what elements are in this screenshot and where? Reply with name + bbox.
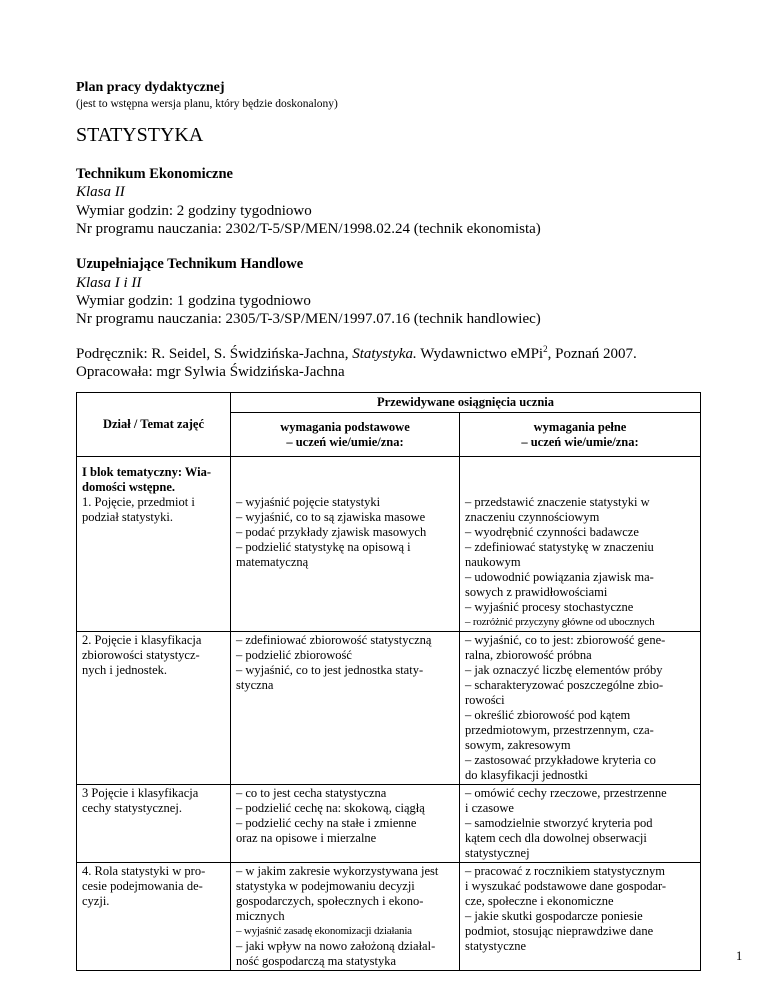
table-row [77,863,701,971]
full-line: kątem cech dla dowolnej obserwacji [465,831,647,845]
header-line: – uczeń wie/umie/zna: [521,434,639,449]
author-line: Opracowała: mgr Sylwia Świdzińska-Jachna [76,364,345,380]
topic-cell [77,863,231,971]
plan-table [76,392,701,971]
full-line: statystycznej [465,846,530,860]
table-row [77,457,701,632]
basic-cell [231,632,460,785]
textbook-suffix: , Poznań 2007. [547,346,637,362]
full-line: – wyjaśnić, co to jest: zbiorowość gene- [465,633,666,647]
full-line: i wyszukać podstawowe dane gospodar- [465,879,667,893]
textbook-publisher: Wydawnictwo eMPi [416,346,544,362]
full-line: – scharakteryzować poszczególne zbio- [465,678,664,692]
basic-line: – wyjaśnić pojęcie statystyki [236,495,381,509]
table-row [77,632,701,785]
full-line: – określić zbiorowość pod kątem [465,708,631,722]
full-cell [460,785,701,863]
basic-line: – wyjaśnić zasadę ekonomizacji działania [236,925,412,937]
full-cell [460,863,701,971]
basic-line: – w jakim zakresie wykorzystywana jest [236,864,439,878]
full-cell [460,457,701,632]
plan-subtitle: (jest to wstępna wersja planu, który będzie doskonalony) [76,98,338,110]
block-title-line: domości wstępne. [82,480,176,494]
page-number: 1 [736,949,743,963]
basic-line: – podać przykłady zjawisk masowych [236,525,427,539]
full-line: sowym, zakresowym [465,738,571,752]
col-full-header [460,413,701,457]
full-line: statystyczne [465,939,527,953]
basic-line: styczna [236,678,274,692]
topic-line: cesie podejmowania de- [82,879,203,893]
basic-line: – zdefiniować zbiorowość statystyczną [236,633,432,647]
basic-line: micznych [236,909,285,923]
topic-line: 4. Rola statystyki w pro- [82,864,206,878]
basic-line: – jaki wpływ na nowo założoną działal- [236,939,436,953]
plan-title: Plan pracy dydaktycznej [76,80,225,95]
school1-hours: Wymiar godzin: 2 godziny tygodniowo [76,203,312,219]
topic-line: 2. Pojęcie i klasyfikacja [82,633,202,647]
full-cell [460,632,701,785]
full-line: sowych z prawidłowościami [465,585,608,599]
basic-line: – wyjaśnić, co to są zjawiska masowe [236,510,426,524]
full-line: – przedstawić znaczenie statystyki w [465,495,650,509]
topic-line: 3 Pojęcie i klasyfikacja [82,786,199,800]
full-line: do klasyfikacji jednostki [465,768,588,782]
full-line: naukowym [465,555,521,569]
full-line: znaczeniu czynnościowym [465,510,600,524]
table-row [77,785,701,863]
col-topic-header: Dział / Temat zajęć [77,393,231,457]
textbook-title: Statystyka. [352,346,417,362]
topic-cell [77,632,231,785]
basic-line: ność gospodarczą ma statystyka [236,954,397,968]
full-line: rowości [465,693,505,707]
school2-name: Uzupełniające Technikum Handlowe [76,256,304,272]
topic-line: podział statystyki. [82,510,173,524]
school1-program: Nr programu nauczania: 2302/T-5/SP/MEN/1998.02.24 (technik ekonomista) [76,221,541,237]
topic-line: zbiorowości statystycz- [82,648,200,662]
topic-line: cechy statystycznej. [82,801,182,815]
basic-line: gospodarczych, społecznych i ekono- [236,894,424,908]
school1-class: Klasa II [76,184,125,200]
full-line: cze, społeczne i ekonomiczne [465,894,614,908]
textbook-line [76,346,637,363]
subject-title: STATYSTYKA [76,124,204,146]
full-line: przedmiotowym, przestrzennym, cza- [465,723,654,737]
full-line: ralna, zbiorowość próbna [465,648,592,662]
block-title-line: I blok tematyczny: Wia- [82,465,212,479]
basic-line: matematyczną [236,555,309,569]
basic-line: – wyjaśnić, co to jest jednostka staty- [236,663,424,677]
full-line: – rozróżnić przyczyny główne od ubocznych [465,616,655,628]
basic-line: – podzielić statystykę na opisową i [236,540,411,554]
full-line: – omówić cechy rzeczowe, przestrzenne [465,786,667,800]
school2-program: Nr programu nauczania: 2305/T-3/SP/MEN/1997.07.16 (technik handlowiec) [76,311,541,327]
topic-cell [77,457,231,632]
header-line: – uczeń wie/umie/zna: [286,434,404,449]
basic-line: – podzielić cechę na: skokową, ciągłą [236,801,425,815]
basic-cell [231,863,460,971]
textbook-prefix: Podręcznik: R. Seidel, S. Świdzińska-Jachna, [76,346,353,362]
group-header: Przewidywane osiągnięcia ucznia [231,393,701,413]
full-line: – zastosować przykładowe kryteria co [465,753,656,767]
textbook-sup: 2 [543,344,548,354]
topic-line: 1. Pojęcie, przedmiot i [82,495,195,509]
col-basic-header [231,413,460,457]
full-line: i czasowe [465,801,514,815]
full-line: – wyjaśnić procesy stochastyczne [465,600,634,614]
full-line: – wyodrębnić czynności badawcze [465,525,639,539]
full-line: podmiot, stosując nieprawdziwe dane [465,924,654,938]
header-line: wymagania pełne [533,419,627,434]
full-line: – pracować z rocznikiem statystycznym [465,864,665,878]
basic-line: – podzielić zbiorowość [236,648,352,662]
topic-line: cyzji. [82,894,110,908]
full-line: – samodzielnie stworzyć kryteria pod [465,816,653,830]
header-line: wymagania podstawowe [280,419,410,434]
school2-class: Klasa I i II [76,275,142,291]
school1-name: Technikum Ekonomiczne [76,166,233,182]
basic-cell [231,785,460,863]
basic-line: – podzielić cechy na stałe i zmienne [236,816,417,830]
basic-line: statystyka w podejmowaniu decyzji [236,879,415,893]
full-line: – udowodnić powiązania zjawisk ma- [465,570,654,584]
basic-cell [231,457,460,632]
full-line: – jak oznaczyć liczbę elementów próby [465,663,663,677]
school2-hours: Wymiar godzin: 1 godzina tygodniowo [76,293,311,309]
topic-cell [77,785,231,863]
full-line: – jakie skutki gospodarcze poniesie [465,909,643,923]
topic-line: nych i jednostek. [82,663,168,677]
full-line: – zdefiniować statystykę w znaczeniu [465,540,654,554]
basic-line: oraz na opisowe i mierzalne [236,831,377,845]
basic-line: – co to jest cecha statystyczna [236,786,387,800]
